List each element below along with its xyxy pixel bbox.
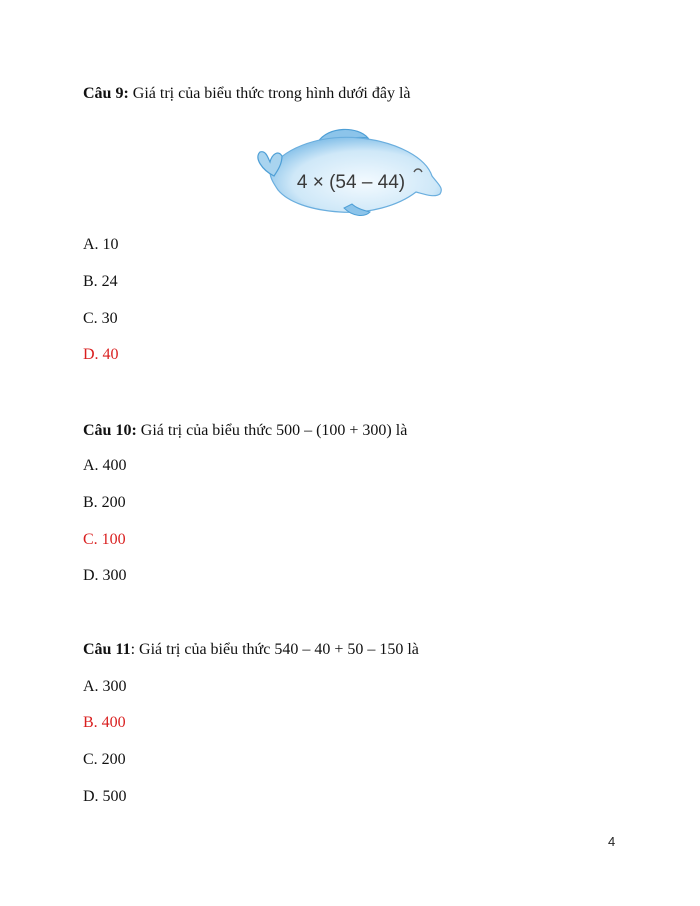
question-11-text: : Giá trị của biểu thức 540 – 40 + 50 – 150 là xyxy=(130,641,419,658)
page-number: 4 xyxy=(608,834,616,849)
question-11-label: Câu 11 xyxy=(83,641,131,658)
dolphin-expression: 4 × (54 – 44) xyxy=(296,172,406,193)
question-9-label: Câu 9: xyxy=(83,85,129,102)
question-9-option-c: C. 30 xyxy=(83,310,118,327)
question-10-prompt xyxy=(83,421,407,441)
question-11-option-d: D. 500 xyxy=(83,788,127,805)
question-9-prompt xyxy=(83,84,411,104)
question-9-text: Giá trị của biểu thức trong hình dưới đây là xyxy=(128,85,411,102)
question-11-option-a: A. 300 xyxy=(83,678,127,695)
dolphin-illustration xyxy=(248,124,448,220)
question-9-option-a: A. 10 xyxy=(83,236,119,253)
question-10-option-b: B. 200 xyxy=(83,494,126,511)
question-10-option-d: D. 300 xyxy=(83,567,127,584)
question-10-text: Giá trị của biểu thức 500 – (100 + 300) là xyxy=(136,422,408,439)
question-9-option-b: B. 24 xyxy=(83,273,118,290)
question-10-label: Câu 10: xyxy=(83,422,137,439)
question-10-option-c: C. 100 xyxy=(83,531,126,548)
question-10-option-a: A. 400 xyxy=(83,457,127,474)
question-11-option-b: B. 400 xyxy=(83,714,126,731)
question-11-prompt xyxy=(83,640,419,660)
question-9-option-d: D. 40 xyxy=(83,346,119,363)
question-11-option-c: C. 200 xyxy=(83,751,126,768)
